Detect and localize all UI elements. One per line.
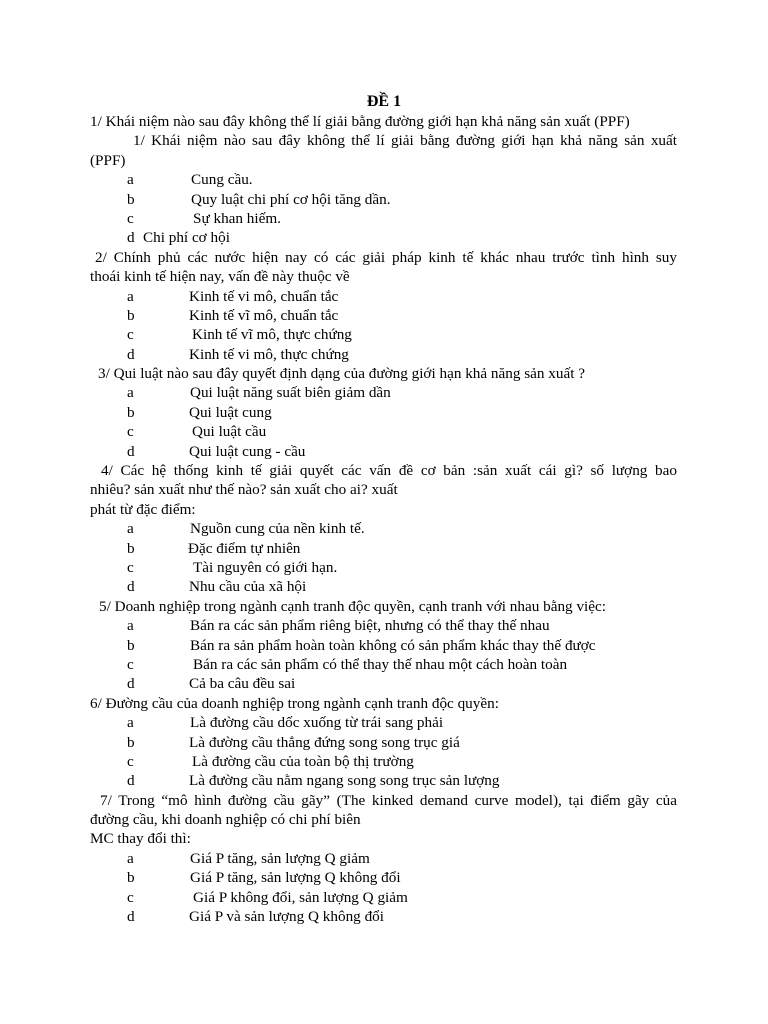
question-4-option-c: c Tài nguyên có giới hạn. — [127, 558, 338, 576]
question-6-option-b: b Là đường cầu thẳng đứng song song trục giá — [127, 733, 460, 751]
question-3-option-d: d Qui luật cung - cầu — [127, 442, 306, 460]
question-1-option-a: a Cung cầu. — [127, 171, 253, 189]
question-4 — [90, 461, 677, 597]
question-7-text-line-3: MC thay đổi thì: — [90, 830, 191, 848]
question-1-text-line-1: 1/ Khái niệm nào sau đây không thể lí giải bằng đường giới hạn khả năng sản xuất (PPF) — [90, 113, 630, 130]
question-7-text-line-2: đường cầu, khi doanh nghiệp có chi phí biên — [90, 811, 361, 829]
question-4-text-line-1: 4/ Các hệ thống kinh tế giải quyết các vấn đề cơ bản :sản xuất cái gì? số lượng bao — [101, 462, 677, 480]
question-6 — [90, 694, 677, 791]
question-2-text-line-1: 2/ Chính phủ các nước hiện nay có các giải pháp kinh tế khác nhau trước tình hình suy — [95, 248, 677, 266]
question-2 — [90, 248, 677, 364]
question-7-text-line-1: 7/ Trong “mô hình đường cầu gãy” (The kinked demand curve model), tại điểm gãy của — [100, 791, 677, 809]
question-6-option-a: a Là đường cầu dốc xuống từ trái sang phải — [127, 714, 444, 732]
question-1-text-line-2: 1/ Khái niệm nào sau đây không thể lí giải bằng đường giới hạn khả năng sản xuất — [133, 132, 677, 150]
question-4-text-line-3: phát từ đặc điểm: — [90, 500, 196, 518]
question-1 — [90, 112, 677, 248]
question-7-option-d: d Giá P và sản lượng Q không đổi — [127, 908, 384, 926]
question-1-option-c: c Sự khan hiếm. — [127, 209, 281, 227]
question-4-option-a: a Nguồn cung của nền kinh tế. — [127, 520, 365, 538]
question-1-text-line-3: (PPF) — [90, 151, 126, 169]
question-4-text-line-2: nhiêu? sản xuất như thế nào? sản xuất cho ai? xuất — [90, 481, 398, 499]
question-7-option-b: b Giá P tăng, sản lượng Q không đổi — [127, 869, 401, 887]
question-4-option-d: d Nhu cầu của xã hội — [127, 578, 307, 596]
question-6-text: 6/ Đường cầu của doanh nghiệp trong ngành cạnh tranh độc quyền: — [90, 694, 499, 712]
question-3 — [90, 364, 677, 461]
question-5-option-d: d Cả ba câu đều sai — [127, 675, 296, 693]
question-7-option-c: c Giá P không đổi, sản lượng Q giảm — [127, 888, 408, 906]
question-1-option-d: d Chi phí cơ hội — [127, 229, 230, 247]
question-7 — [90, 791, 677, 927]
question-1-option-b: b Quy luật chi phí cơ hội tăng dần. — [127, 190, 391, 208]
question-7-option-a: a Giá P tăng, sản lượng Q giảm — [127, 849, 370, 867]
question-2-option-d: d Kinh tế vi mô, thực chứng — [127, 345, 349, 363]
question-6-option-c: c Là đường cầu của toàn bộ thị trường — [127, 752, 414, 770]
question-3-option-a: a Qui luật năng suất biên giảm dần — [127, 384, 391, 402]
question-4-option-b: b Đặc điểm tự nhiên — [127, 539, 301, 557]
exam-title: ĐỀ 1 — [366, 93, 402, 110]
question-6-option-d: d Là đường cầu nằm ngang song song trục sản lượng — [127, 772, 500, 790]
question-3-option-b: b Qui luật cung — [127, 403, 272, 421]
question-5-option-b: b Bán ra sản phẩm hoàn toàn không có sản phẩm khác thay thế được — [127, 636, 596, 654]
question-3-option-c: c Qui luật cầu — [127, 423, 267, 441]
question-5-text: 5/ Doanh nghiệp trong ngành cạnh tranh độc quyền, cạnh tranh với nhau bằng việc: — [99, 597, 606, 615]
question-5-option-c: c Bán ra các sản phẩm có thể thay thế nhau một cách hoàn toàn — [127, 655, 568, 673]
question-2-text-line-2: thoái kinh tế hiện nay, vấn đề này thuộc về — [90, 268, 350, 286]
question-2-option-a: a Kinh tế vi mô, chuẩn tắc — [127, 287, 339, 305]
question-2-option-b: b Kinh tế vĩ mô, chuẩn tắc — [127, 306, 339, 324]
question-5 — [90, 597, 677, 694]
exam-content — [90, 112, 677, 926]
question-5-option-a: a Bán ra các sản phẩm riêng biệt, nhưng có thể thay thế nhau — [127, 617, 550, 635]
question-2-option-c: c Kinh tế vĩ mô, thực chứng — [127, 326, 352, 344]
question-3-text: 3/ Qui luật nào sau đây quyết định dạng của đường giới hạn khả năng sản xuất ? — [98, 365, 585, 383]
